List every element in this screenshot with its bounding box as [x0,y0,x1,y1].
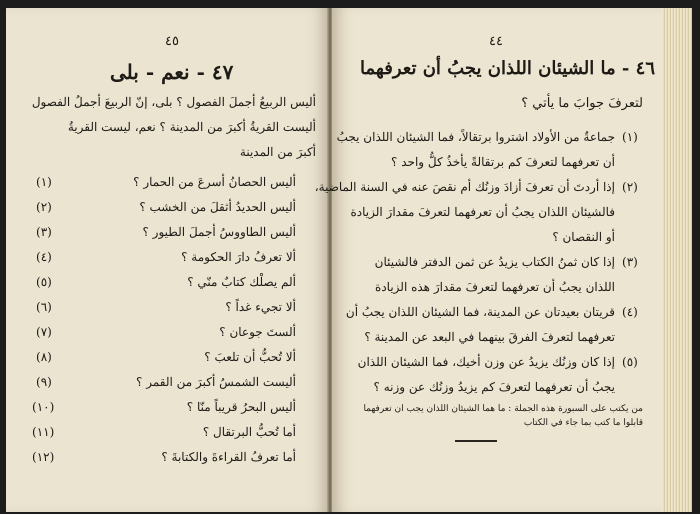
left-page-title: ٤٧ - نعم - بلى [110,60,234,84]
right-item-line: تعرفهما لتعرفَ الفرقَ بينهما في البعد عن المدينة ؟ [364,330,615,344]
left-item-number: (٤) [36,250,52,264]
right-page-subtitle: لتعرفَ جوابَ ما يأتي ؟ [521,96,643,111]
section-divider [455,440,497,442]
left-item-text: أليست الشمسُ أكبرَ من القمر ؟ [136,375,296,389]
left-intro-line: أكبرَ من المدينة [239,145,316,159]
teacher-note-line: قابلوا ما كتب بما جاء في الكتاب [523,418,643,428]
left-item-text: أليس البحرُ قريباً منّا ؟ [186,400,296,414]
right-item-line: يجبُ أن تعرفهما لتعرفَ كم يزيدُ وزنُك عن وزنه ؟ [373,380,615,394]
right-item-line: إذا أردتَ أن تعرفَ أزادَ وزنُك أم نقصَ عنه في السنة الماضية، [314,180,615,194]
left-intro-line: أليست القريةُ أكبرَ من المدينة ؟ نعم، ليست القريةُ [67,120,316,134]
left-item-text: أليس الحصانُ أسرعَ من الحمار ؟ [133,175,296,189]
right-page-number: ٤٤ [489,34,503,49]
right-item-number: (٤) [622,305,638,319]
right-item-line: اللذان يجبُ أن تعرفهما لتعرفَ مقدارَ هذه الزيادة [375,280,615,294]
left-item-text: أما تُحبُّ البرتقال ؟ [202,425,296,439]
left-item-number: (١١) [32,425,55,439]
page-edges [660,8,692,512]
left-item-number: (٦) [36,300,52,314]
right-item-number: (٢) [622,180,638,194]
left-item-number: (٥) [36,275,52,289]
right-item-line: أن تعرفهما لتعرفَ كم برتقالةً يأخذُ كلُّ واحد ؟ [391,155,615,169]
left-item-text: ألا تعرفُ دارَ الحكومة ؟ [181,250,296,264]
right-item-number: (١) [622,130,638,144]
left-item-text: ألم يصلْك كتابٌ منّي ؟ [187,275,296,289]
left-item-number: (٩) [36,375,52,389]
right-page-title: ٤٦ - ما الشيئان اللذان يجبُ أن تعرفهما [360,58,655,79]
left-item-text: أليس الطاووسُ أجملَ الطيور ؟ [142,225,296,239]
left-item-number: (٣) [36,225,52,239]
left-item-number: (١٠) [32,400,55,414]
left-page-number: ٤٥ [165,34,179,49]
right-item-line: فالشيئان اللذان يجبُ أن تعرفهما لتعرفَ مقدارَ الزيادة [350,205,615,219]
left-item-text: أما تعرفُ القراءةَ والكتابةَ ؟ [161,450,296,464]
left-intro-line: أليس الربيعُ أجملَ الفصول ؟ بلى، إنّ الربيعَ أجملُ الفصول [31,95,316,109]
left-item-number: (١٢) [32,450,55,464]
right-item-line: قريتان بعيدتان عن المدينة، فما الشيئان اللذان يجبُ أن [345,305,615,319]
left-item-text: ألا تجيء غداً ؟ [225,300,296,314]
left-item-text: ألستَ جوعان ؟ [219,325,296,339]
left-item-number: (٨) [36,350,52,364]
right-item-line: أو النقصان ؟ [552,230,615,244]
left-item-number: (١) [36,175,52,189]
right-item-line: إذا كان وزنُك يزيدُ عن وزن أخيك، فما الشيئان اللذان [357,355,615,369]
right-item-number: (٥) [622,355,638,369]
left-item-text: ألا تُحبُّ أن تلعبَ ؟ [204,350,296,364]
teacher-note-line: من يكتب على السبورة هذه الجملة : ما هما الشيئان اللذان يجب ان تعرفهما [363,404,643,414]
right-item-number: (٣) [622,255,638,269]
right-item-line: جماعةٌ من الأولاد اشتروا برتقالاً، فما الشيئان اللذان يجبُ [336,130,615,144]
left-item-number: (٢) [36,200,52,214]
left-item-text: أليس الحديدُ أثقلَ من الخشب ؟ [139,200,296,214]
left-item-number: (٧) [36,325,52,339]
right-item-line: إذا كان ثمنُ الكتاب يزيدُ عن ثمن الدفتر فالشيئان [374,255,615,269]
